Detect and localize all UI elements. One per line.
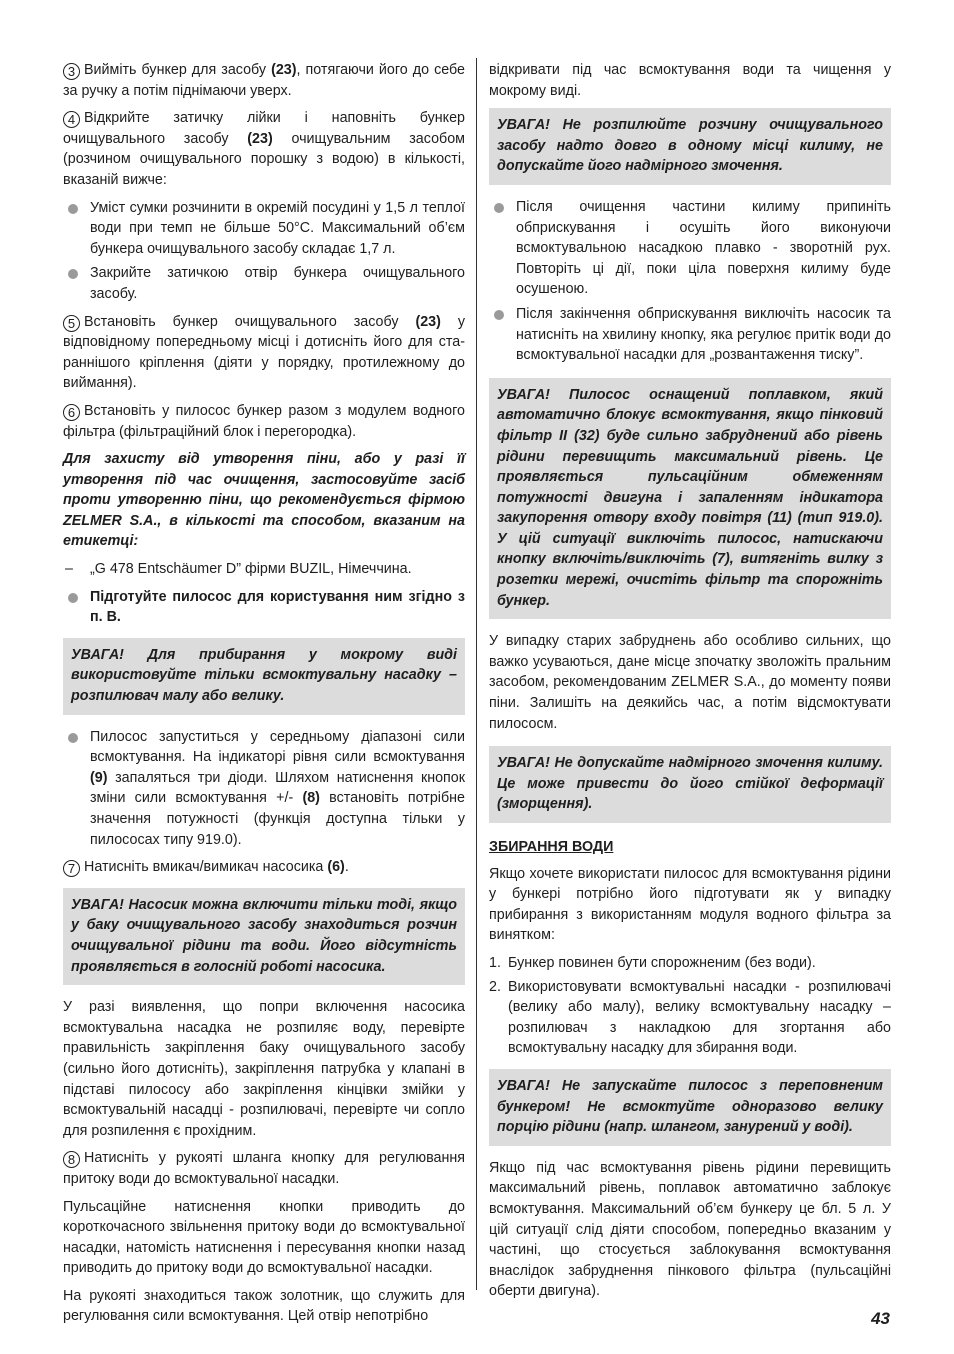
bullet-list	[63, 198, 465, 305]
right-column	[489, 60, 891, 1309]
dash-item: – „G 478 Entschäumer D” фірми BUZIL, Німеччина.	[63, 559, 465, 580]
warning-box: УВАГА! Не запускайте пилосос з переповненим бункером! Не всмоктуйте одноразово велику порцію рідини (напр. шлангом, занурений у воді).	[489, 1069, 891, 1146]
bullet-list	[63, 587, 465, 628]
step-8: 8 Натисніть у рукояті шланга кнопку для регулювання притоку води до всмоктувальної насадки.	[63, 1150, 465, 1187]
step-number: 5	[63, 315, 80, 332]
left-column	[63, 60, 465, 1334]
paragraph: Пульсаційне натиснення кнопки приводить до короткочасного звільнення притоку води до всмоктувальної насадки, натомість натиснення і пересування кнопки назад приводить до притоку води до всмоктувальної насадки.	[63, 1198, 465, 1277]
list-item: Пилосос запуститься у середньому діапазоні сили всмоктування. На індикаторі рівня сили всмоктування (9) запаляться три діоди. Шляхом натиснення кнопок зміни сили всмоктування +/- (8) встановіть потрібне значення потужності (функція доступна тільки у пилососах типу 919.0).	[63, 727, 465, 851]
list-item: Після закінчення обприскування виключіть насосик та натисніть на хвилину кнопку, яка регулює притік води до всмоктувальної насадки для „розвантаження тиску”.	[489, 304, 891, 366]
bullet-list	[63, 727, 465, 851]
list-item: Уміст сумки розчинити в окремій посудині у 1,5 л теплої води при темп не більше 50°С. Максимальний об’єм бункера очищувального засобу складає 1,7 л.	[63, 198, 465, 260]
step-6: 6 Встановіть у пилосос бункер разом з модулем водного фільтра (фільтраційний блок і перегородка).	[63, 402, 465, 440]
step-number: 6	[63, 404, 80, 421]
warning-box: УВАГА! Насосик можна включити тільки тоді, якщо у баку очищувального засобу знаходиться розчин очищувальної рідини та води. Його відсутність проявляється в голосній роботі насосика.	[63, 888, 465, 985]
paragraph: відкривати під час всмоктування води та чищення у мокрому виді.	[489, 62, 891, 99]
item-number: 1.	[489, 954, 501, 971]
step-5: 5 Встановіть бункер очищувального засобу (23) у відповідному попередньому місці і дотисніть його для стараннішого кріплення (діяти у порядку, протилежному до виймання).	[63, 313, 465, 392]
step-number: 7	[63, 860, 80, 877]
warning-box: УВАГА! Для прибирання у мокрому виді використовуйте тільки всмоктувальну насадку – розпилювач малу або велику.	[63, 638, 465, 715]
item-number: 2.	[489, 978, 501, 995]
list-item: 1. Бункер повинен бути спорожненим (без води).	[489, 953, 891, 974]
numbered-list	[489, 953, 891, 1059]
warning-box: УВАГА! Не розпилюйте розчину очищувального засобу надто довго в одному місці килиму, не допускайте його надмірного змочення.	[489, 108, 891, 185]
warning-box: УВАГА! Не допускайте надмірного змочення килиму. Це може привести до його стійкої деформації (зморщення).	[489, 746, 891, 823]
step-number: 8	[63, 1151, 80, 1168]
paragraph: Якщо під час всмоктування рівень рідини перевищить максимальний рівень, поплавок автоматично заблокує всмоктування. Максимальний об’єм бункеру це бл. 5 л. У цій ситуації слід діяти способом, попередньо вказаним у частині, що стосується заблокування всмоктування внаслідок забруднення пінкового фільтра (пульсаційні оберти двигуна).	[489, 1159, 891, 1300]
list-item: Підготуйте пилосос для користування ним згідно з п. B.	[63, 587, 465, 628]
list-item: Після очищення частини килиму припиніть обприскування і осушіть його виконуючи всмоктувальною насадкою плавко - зворотній рух. Повторіть ці дії, поки ціла поверхня килиму буде осушеною.	[489, 197, 891, 300]
warning-box: УВАГА! Пилосос оснащений поплавком, який автоматично блокує всмоктування, якщо пінковий фільтр II (32) буде сильно забруднений або рівень рідини перевищить максимальний рівень. Це проявляється пульсаційним обмеженням потужності двигуна і запаленням індикатора закупорення отвору входу повітря (11) (тип 919.0). У цій ситуації виключіть пилосос, натискаючи кнопку включіть/виключіть (7), витягніть вилку з розетки мережі, очистіть фільтр та спорожніть бункер.	[489, 378, 891, 620]
list-item: 2. Використовувати всмоктувальні насадки - розпилювачі (велику або малу), велику всмоктувальну насадку – розпилювач з накладкою для згортання або всмоктувальну насадку для збирання води.	[489, 978, 891, 1057]
paragraph: Якщо хочете використати пилосос для всмоктування рідини у бункері потрібно його підготувати як у випадку прибирання з використанням модуля водного фільтра за винятком:	[489, 865, 891, 944]
page-number: 43	[871, 1309, 890, 1328]
paragraph: У разі виявлення, що попри включення насосика всмоктувальна насадка не розпиляє воду, перевірте правильність закріплення баку очищувального засобу (сильно його дотисніть), закріплення патрубка у клапані в підставі пилососу або закріплення кінцівки змійки у всмоктувальній насадці - розпилювачі, перевірте чи сопло для розпилення є прохідним.	[63, 999, 465, 1139]
column-divider	[476, 58, 477, 1290]
bullet-list	[489, 197, 891, 366]
paragraph: На рукояті знаходиться також золотник, що служить для регулювання сили всмоктування. Цей отвір непотрібно	[63, 1287, 465, 1325]
step-number: 3	[63, 63, 80, 80]
step-number: 4	[63, 111, 80, 128]
section-heading: ЗБИРАННЯ ВОДИ	[489, 839, 614, 855]
step-3: 3 Вийміть бункер для засобу (23), потягаючи його до себе за ручку а потім піднімаючи уверх.	[63, 62, 465, 99]
foam-note: Для захисту від утворення піни, або у разі її утворення під час очищення, застосовуйте засіб проти утворенню піни, що рекомендується фірмою ZELMER S.A., в кількості та способом, вказаним на етикетці:	[63, 451, 465, 550]
step-4: 4 Відкрийте затичку лійки і наповніть бункер очищувального засобу (23) очищувальним засобом (розчином очищувального порошку з водою) в кількості, вказаній вижче:	[63, 110, 465, 188]
list-item: Закрийте затичкою отвір бункера очищувального засобу.	[63, 263, 465, 304]
paragraph: У випадку старих забруднень або особливо сильних, що важко усуваються, дане місце зпочатку зволожіть пральним засобом, рекомендованим ZELMER S.A., до моменту появи піни. Залишіть на деякийсь час, а потім відсмоктувати пилососм.	[489, 633, 891, 732]
step-7: 7 Натисніть вмикач/вимикач насосика (6).	[63, 857, 465, 878]
